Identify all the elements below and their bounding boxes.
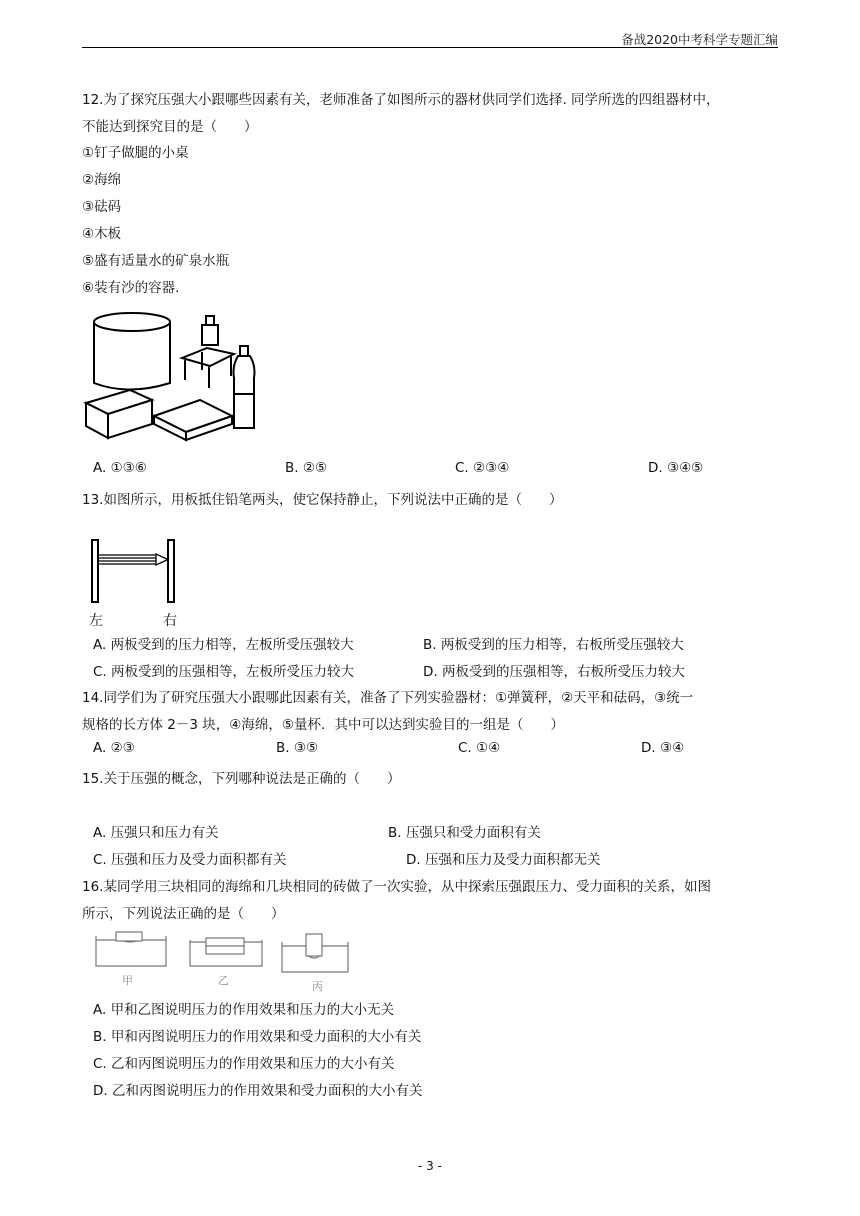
q12-item: ⑤盛有适量水的矿泉水瓶 [82, 253, 230, 269]
q14-option-a[interactable]: A. ②③ [93, 740, 135, 756]
sponge-bing-drawing [282, 934, 348, 972]
q15-option-a[interactable]: A. 压强只和压力有关 [93, 825, 219, 841]
q14-option-c[interactable]: C. ①④ [458, 740, 501, 756]
right-board-drawing [168, 540, 174, 602]
q15-stem: 15.关于压强的概念，下列哪种说法是正确的（ ） [82, 771, 401, 787]
sand-container-drawing [94, 322, 170, 390]
q13-stem: 13.如图所示，用板抵住铅笔两头，使它保持静止，下列说法中正确的是（ ） [82, 492, 563, 508]
q16-stem-line1: 16.某同学用三块相同的海绵和几块相同的砖做了一次实验，从中探索压强跟压力、受力面积的关系，如图 [82, 879, 711, 895]
q16-label-yi: 乙 [218, 974, 229, 987]
bottle-drawing [234, 346, 255, 428]
table-drawing [182, 348, 234, 388]
q14-stem-line1: 14.同学们为了研究压强大小跟哪此因素有关，准备了下列实验器材：①弹簧秤，②天平和砝码，③统一 [82, 690, 694, 706]
q12-option-b[interactable]: B. ②⑤ [285, 460, 328, 476]
q14-stem-line2: 规格的长方体 2－3 块，④海绵，⑤量杯．其中可以达到实验目的一组是（ ） [82, 717, 564, 733]
running-header: 备战2020中考科学专题汇编 [621, 32, 778, 47]
q15-option-c[interactable]: C. 压强和压力及受力面积都有关 [93, 852, 287, 868]
weight-drawing [202, 325, 218, 345]
q13-option-b[interactable]: B. 两板受到的压力相等，右板所受压强较大 [423, 637, 684, 653]
q12-option-a[interactable]: A. ①③⑥ [93, 460, 147, 476]
q16-label-jia: 甲 [122, 974, 133, 987]
q12-stem-line1: 12.为了探究压强大小跟哪些因素有关，老师准备了如图所示的器材供同学们选择. 同学所选的四组器材中， [82, 92, 720, 108]
sponge-yi-drawing [190, 938, 262, 966]
pencil-drawing [98, 554, 168, 565]
q12-item: ④木板 [82, 226, 122, 242]
q14-option-d[interactable]: D. ③④ [641, 740, 685, 756]
sponge-drawing [86, 390, 152, 438]
q15-option-b[interactable]: B. 压强只和受力面积有关 [388, 825, 541, 841]
q13-label-right: 右 [163, 613, 177, 629]
q12-apparatus-figure [82, 308, 272, 450]
q14-option-b[interactable]: B. ③⑤ [276, 740, 319, 756]
q16-option-b[interactable]: B. 甲和丙图说明压力的作用效果和受力面积的大小有关 [93, 1029, 422, 1045]
page-number: - 3 - [418, 1159, 442, 1173]
q12-option-c[interactable]: C. ②③④ [455, 460, 510, 476]
q12-item: ③砝码 [82, 199, 122, 215]
q16-stem-line2: 所示，下列说法正确的是（ ） [82, 906, 285, 922]
q13-option-a[interactable]: A. 两板受到的压力相等，左板所受压强较大 [93, 637, 354, 653]
q16-label-bing: 丙 [312, 980, 323, 993]
header-divider [82, 47, 778, 48]
q12-item: ②海绵 [82, 172, 122, 188]
q12-stem-line2: 不能达到探究目的是（ ） [82, 119, 258, 135]
left-board-drawing [92, 540, 98, 602]
q13-label-left: 左 [89, 613, 103, 629]
sponge-jia-drawing [96, 932, 166, 966]
q16-option-d[interactable]: D. 乙和丙图说明压力的作用效果和受力面积的大小有关 [93, 1083, 423, 1099]
q13-pencil-figure [88, 536, 188, 606]
board-drawing [154, 400, 232, 440]
q15-option-d[interactable]: D. 压强和压力及受力面积都无关 [406, 852, 601, 868]
q13-option-c[interactable]: C. 两板受到的压强相等，左板所受压力较大 [93, 664, 355, 680]
q16-option-c[interactable]: C. 乙和丙图说明压力的作用效果和压力的大小有关 [93, 1056, 395, 1072]
q16-option-a[interactable]: A. 甲和乙图说明压力的作用效果和压力的大小无关 [93, 1002, 395, 1018]
q13-option-d[interactable]: D. 两板受到的压强相等，右板所受压力较大 [423, 664, 685, 680]
q12-item: ①钉子做腿的小桌 [82, 145, 189, 161]
q12-item: ⑥装有沙的容器. [82, 280, 180, 296]
q12-option-d[interactable]: D. ③④⑤ [648, 460, 704, 476]
